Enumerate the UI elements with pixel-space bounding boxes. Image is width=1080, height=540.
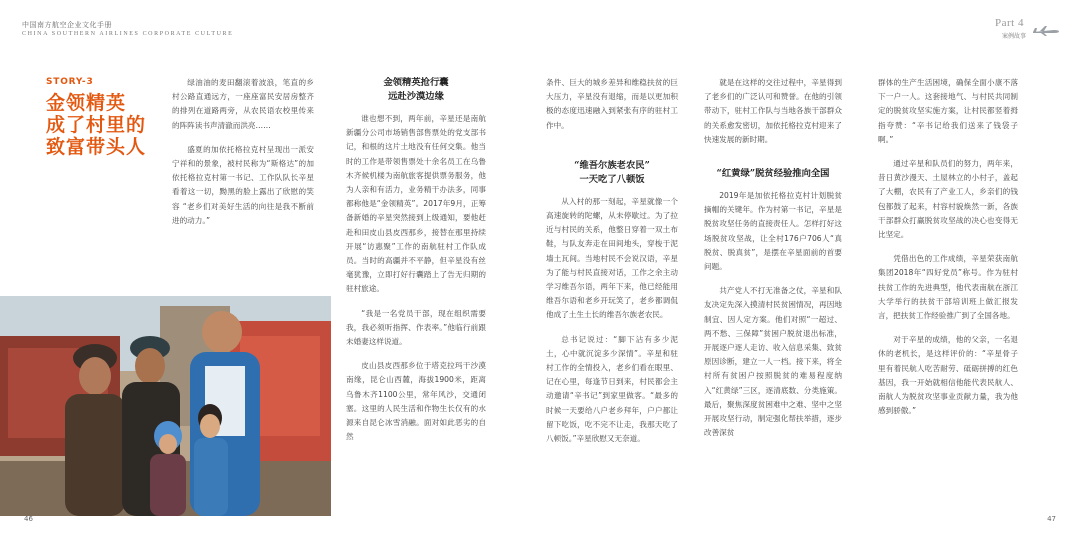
paragraph: 2019年是加依托格拉克村计划脱贫摘帽的关键年。作为村第一书记，辛星是脱贫攻坚任务的直接责任人。怎样打好这场脱贫攻坚战，让全村176户706人“真脱贫、脱真贫”，是摆在辛星面前的首要问题。	[704, 191, 842, 272]
paragraph: 皮山县皮西那乡位于塔克拉玛干沙漠南缘，昆仑山西麓，海拔1900米，距离乌鲁木齐1100公里，常年风沙，交通闭塞。这里的人民生活和作物生长仅有的水源来自昆仑冰雪消融。面对如此恶劣的自然	[346, 361, 486, 442]
page-number: 46	[24, 515, 33, 523]
section-heading-line: 金领精英抢行囊	[383, 77, 449, 88]
paragraph: 就是在这样的交往过程中，辛星得到了老乡们的广泛认可和赞誉。在他的引领带动下，驻村工作队与当地各族干部群众的关系愈发密切，加依托格拉克村迎来了快速发展的新时期。	[704, 78, 842, 144]
header-part: Part 4	[995, 17, 1024, 29]
paragraph: 对于辛星的成绩，他的父亲，一名退休的老机长，是这样评价的：“辛星骨子里有着民航人吃苦耐劳、砥砺拼搏的红色基因，我一开始就相信他能代表民航人、南航人为脱贫攻坚事业贡献力量，我为他感到骄傲。”	[878, 335, 1018, 416]
paragraph: 总书记说过：“脚下沾有多少泥土，心中就沉淀多少深情”。辛星和驻村工作的全情投入，老乡们看在眼里、记在心里，每逢节日到来，村民都会主动邀请“辛书记”到家里做客。“最多的时候一天要给八户老乡拜年，户户都让留下吃饭，吃不完不让走，我那天吃了八顿饭。”辛星欣慰又无奈道。	[546, 334, 678, 444]
paragraph: 条件、巨大的城乡差异和维稳扶贫的巨大压力，辛星没有退缩，而是以更加积极的态度迅速融入到紧张有序的驻村工作中。	[546, 78, 678, 130]
section-column-4	[878, 76, 1018, 418]
story-title-line: 金领精英	[46, 92, 127, 114]
section-column-1	[346, 76, 486, 444]
story-tag: STORY-3	[46, 77, 94, 87]
intro-column	[172, 76, 314, 228]
paragraph: 通过辛星和队员们的努力，两年来，昔日黄沙漫天、土屋林立的小村子，盖起了大棚，农民有了产业工人，乡亲们的钱包都鼓了起来，村容村貌焕然一新，各族干部群众打赢脱贫攻坚战的决心也变得无比坚定。	[878, 159, 1018, 240]
page-number: 47	[1047, 515, 1056, 523]
paragraph: 绿油油的麦田翻滚着波浪，笔直的乡村公路直通远方，一座座富民安居房整齐的排列在道路两旁，从农民语农校里传来的阵阵读书声清澈而洪亮……	[172, 78, 314, 130]
section-heading-line: 远赴沙漠边缘	[388, 91, 444, 102]
village-family-photo	[0, 296, 331, 516]
section-heading	[346, 76, 486, 104]
section-heading-line: “红黄绿”脱贫经验推向全国	[716, 168, 830, 180]
paragraph: 盛夏的加依托格拉克村呈现出一派安宁祥和的景象，被村民称为“斯格达”的加依托格拉克村第一书记、工作队队长辛星看着这一切，黝黑的脸上露出了欣慰的笑容 “老乡们对美好生活的向往是我不断前进的动力。”	[172, 144, 314, 225]
paragraph: 从入村的那一刻起，辛星就像一个高速旋转的陀螺，从未停歇过。为了拉近与村民的关系，他整日穿着一双土布鞋，与队友奔走在田间地头，穿梭于泥墙土瓦间。当地村民不会说汉语，辛星为了能与村民直接对话，工作之余主动学习维吾尔语，两年下来，他已经能用维吾尔语和老乡开玩笑了，老乡都调侃他成了土生土长的维吾尔族老农民。	[546, 196, 678, 320]
airplane-icon	[1032, 26, 1060, 36]
paragraph: 共产党人不打无准备之仗，辛星和队友决定先深入摸清村民贫困情况，再因地制宜、因人定方案。他们对照“一超过、两不愁、三保障”贫困户脱贫退出标准，开展逐户逐人走访、收入信息采集、致贫原因诊断，建立一人一档。接下来，将全村所有贫困户按照脱贫的难易程度纳入“红黄绿”三区，逐清底数、分类施策。最后，聚焦深度贫困难中之难、坚中之坚开展攻坚行动，制定强化帮扶举措，逐步改善深贫	[704, 286, 842, 438]
section-heading-line: “维吾尔族老农民”	[574, 159, 650, 171]
paragraph: 谁也想不到，两年前，辛星还是南航新疆分公司市场销售部售票处的党支部书记，和根的这片土地没有任何交集。他当时的工作是带领售票处十余名员工在乌鲁木齐候机楼为南航旅客提供票务服务，他为人亲和有活力，业务精干办法多，同事都称他是“金领精英”。2017年9月，正筹备新婚的辛星突然接到上级通知，要他赶赴和田皮山县皮西那乡，接替在那里持续开展“访惠聚”工作的南航驻村工作队成员。当时的高疆并不平静，但辛星没有丝毫犹豫，立即打好行囊踏上了告无归期的驻村旅途。	[346, 114, 486, 294]
paragraph: 群体的生产生活困境，确保全面小康不落下一户一人。这套接地气、与村民共同制定的脱贫攻坚实施方案，让村民都竖着拇指夸赞：“辛书记给我们送来了钱袋子啊。”	[878, 78, 1018, 144]
story-title	[46, 92, 166, 158]
section-column-2	[546, 76, 678, 446]
paragraph: 凭借出色的工作成绩，辛星荣获南航集团2018年“四好党员”称号。作为驻村扶贫工作的先进典型，他代表南航在浙江大学举行的扶贫干部培训班上做汇报发言，把扶贫工作经验推广到了全国各地。	[878, 254, 1018, 321]
story-title-line: 致富带头人	[46, 136, 147, 158]
section-heading	[704, 167, 842, 181]
section-column-3	[704, 76, 842, 440]
right-page	[540, 0, 1080, 540]
section-heading-line: 一天吃了八顿饭	[579, 173, 645, 185]
header-left-en: CHINA SOUTHERN AIRLINES CORPORATE CULTURE	[22, 31, 234, 37]
header-part-sub: 案例故事	[1001, 33, 1026, 40]
paragraph: “我是一名党员干部，现在组织需要我，我必须听指挥、作表率。”他临行前跟未婚妻这样说道。	[346, 308, 486, 347]
header-left-cn: 中国南方航空企业文化手册	[22, 21, 112, 29]
section-heading	[546, 159, 678, 187]
story-title-line: 成了村里的	[46, 114, 147, 136]
